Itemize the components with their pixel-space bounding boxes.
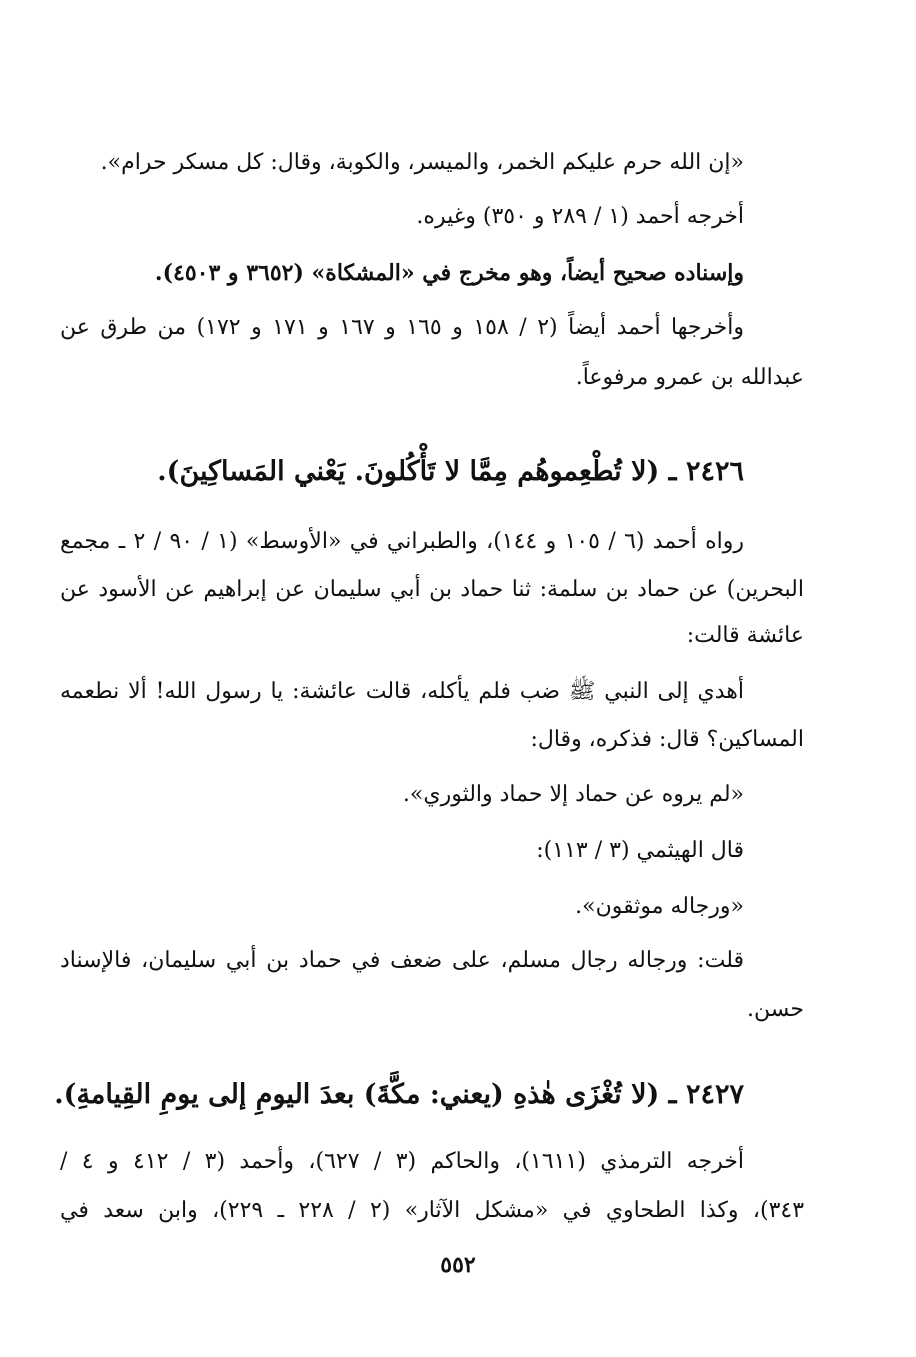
text-line: «لم يروه عن حماد إلا حماد والثوري». bbox=[402, 782, 744, 807]
text-line: «ورجاله موثقون». bbox=[575, 894, 744, 919]
text-line: قلت: ورجاله رجال مسلم، على ضعف في حماد بن أبي سليمان، فالإسناد bbox=[60, 948, 744, 973]
text-line: المساكين؟ قال: فذكره، وقال: bbox=[530, 727, 804, 752]
text-line: أخرجه أحمد (١ / ٢٨٩ و ٣٥٠) وغيره. bbox=[416, 204, 744, 229]
text-line: «إن الله حرم عليكم الخمر، والميسر، والكوبة، وقال: كل مسكر حرام». bbox=[100, 150, 744, 175]
text-line: قال الهيثمي (٣ / ١١٣): bbox=[536, 838, 744, 863]
text-line: حسن. bbox=[747, 997, 804, 1022]
hadith-heading-2427: ٢٤٢٧ ـ (لا تُغْزَى هٰذهِ (يعني: مكَّةَ) بعدَ اليومِ إلى يومِ القِيامةِ). bbox=[54, 1079, 744, 1110]
text-line: وإسناده صحيح أيضاً، وهو مخرج في «المشكاة» (٣٦٥٢ و ٤٥٠٣). bbox=[154, 260, 744, 286]
text-line: ٣٤٣)، وكذا الطحاوي في «مشكل الآثار» (٢ / ٢٢٨ ـ ٢٢٩)، وابن سعد في bbox=[60, 1198, 805, 1223]
text-line: أهدي إلى النبي ﷺ ضب فلم يأكله، قالت عائشة: يا رسول الله! ألا نطعمه bbox=[60, 679, 744, 704]
page-number: ٥٥٢ bbox=[440, 1252, 476, 1278]
text-line: عبدالله بن عمرو مرفوعاً. bbox=[575, 365, 804, 390]
text-line: البحرين) عن حماد بن سلمة: ثنا حماد بن أبي سليمان عن إبراهيم عن الأسود عن bbox=[60, 577, 804, 602]
text-line: وأخرجها أحمد أيضاً (٢ / ١٥٨ و ١٦٥ و ١٦٧ و ١٧١ و ١٧٢) من طرق عن bbox=[60, 315, 744, 340]
text-line: أخرجه الترمذي (١٦١١)، والحاكم (٣ / ٦٢٧)، وأحمد (٣ / ٤١٢ و ٤ / bbox=[60, 1149, 745, 1174]
text-line: رواه أحمد (٦ / ١٠٥ و ١٤٤)، والطبراني في «الأوسط» (١ / ٩٠ / ٢ ـ مجمع bbox=[60, 529, 744, 554]
text-line: عائشة قالت: bbox=[686, 623, 804, 648]
hadith-heading-2426: ٢٤٢٦ ـ (لا تُطْعِموهُم مِمَّا لا تَأْكُلونَ. يَعْني المَساكِينَ). bbox=[157, 456, 744, 487]
